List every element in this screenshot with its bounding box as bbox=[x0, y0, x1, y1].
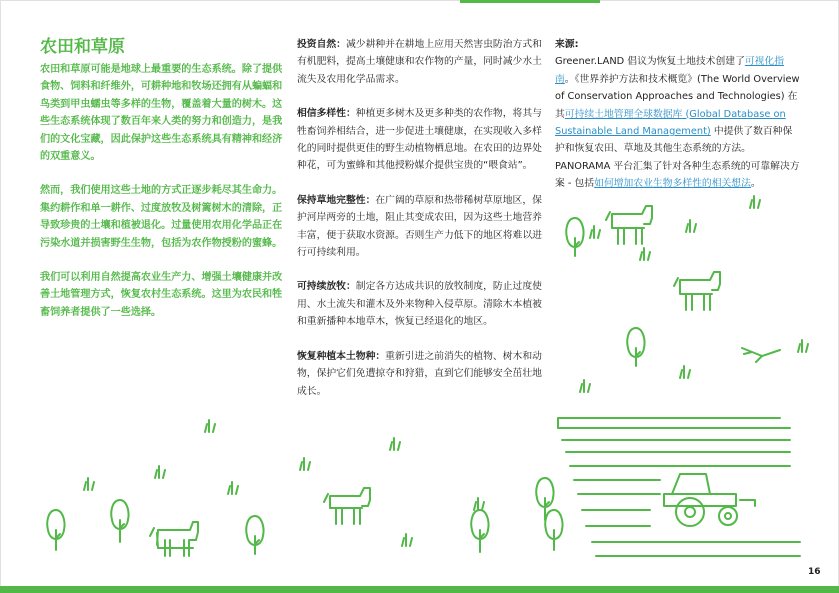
grass-icon bbox=[750, 196, 760, 208]
tree-icon bbox=[111, 500, 128, 542]
grass-icon bbox=[640, 248, 650, 260]
tree-icon bbox=[545, 510, 562, 550]
agro-biodiversity-ideas-link[interactable]: 如何增加农业生物多样性的相关想法 bbox=[594, 178, 751, 190]
page-number: 16 bbox=[808, 567, 821, 577]
grass-icon bbox=[580, 380, 590, 392]
field-rows bbox=[558, 418, 800, 556]
grass-icon bbox=[390, 438, 400, 450]
practice-text: 制定各方达成共识的放牧制度，防止过度使用、水土流失和灌木及外来物种入侵草原。清除木本植被和重新播种本地草木，恢复已经退化的地区。 bbox=[297, 281, 542, 328]
practice-term: 恢复种植本土物种： bbox=[297, 350, 386, 362]
practice-text: 在广阔的草原和热带稀树草原地区，保护河岸两旁的土地，阻止其变成农田，因为这些土地营养丰富，便于获取水资源。否则生产力低下的地区将难以进行可持续利用。 bbox=[297, 194, 542, 259]
cow-icon bbox=[606, 206, 652, 244]
practice-text: 减少耕种并在耕地上应用天然害虫防治方式和有机肥料，提高土壤健康和农作物的产量，同时减少水土流失及农用化学品需求。 bbox=[297, 39, 542, 85]
grass-icon bbox=[590, 226, 600, 238]
solution-paragraph: 我们可以利用自然提高农业生产力、增强土壤健康并改善土地管理方式，恢复农村生态系统。这里为农民和牲畜饲养者提供了一些选择。 bbox=[40, 272, 283, 318]
practice-text: 重新引进之前消失的植物、树木和动物，保护它们免遭掠夺和狩猎，直到它们能够安全茁壮地成长。 bbox=[297, 350, 542, 397]
tree-icon bbox=[536, 478, 553, 520]
cow-icon bbox=[674, 272, 720, 310]
cow-icon bbox=[150, 522, 198, 556]
grass-icon bbox=[205, 420, 215, 432]
grass-icon bbox=[474, 498, 484, 510]
tractor-icon bbox=[664, 474, 755, 526]
sustainable-land-database-link[interactable]: 可持续土地管理全球数据库 (Global Database on Sustainable Land Management) bbox=[555, 108, 786, 138]
source-text-2: 。《世界养护方法和技术概览》(The World Overview of Conservation Approaches and Technologies) 在其 bbox=[555, 73, 800, 120]
practice-text: 种植更多树木及更多种类的农作物，将其与牲畜饲养相结合，进一步促进土壤健康，在实现收入多样化的同时提供更佳的野生动植物栖息地。在农田的边界处种花，可为蜜蜂和其他授粉媒介提供宝贵的“喂食站”。 bbox=[297, 108, 542, 172]
practice-term: 可持续放牧： bbox=[297, 281, 356, 293]
source-text-3: 中提供了数百种保护和恢复农田、草地及其他生态系统的方法。PANORAMA 平台汇集了针对各种生态系统的可靠解决方案 - 包括 bbox=[555, 126, 800, 190]
grass-icon bbox=[402, 534, 412, 546]
grass-icon bbox=[798, 340, 808, 352]
tree-icon bbox=[246, 516, 263, 554]
tree-icon bbox=[471, 510, 488, 552]
tree-icon bbox=[47, 510, 64, 550]
source-label: 来源: bbox=[555, 39, 579, 50]
grass-icon bbox=[155, 466, 165, 478]
grass-icon bbox=[680, 366, 690, 378]
grass-icon bbox=[300, 458, 310, 470]
practice-term: 相信多样性： bbox=[297, 108, 356, 120]
cow-icon bbox=[324, 488, 370, 524]
tree-icon bbox=[566, 218, 583, 256]
source-text-1: Greener.LAND 倡议为恢复土地技术创建了 bbox=[555, 56, 745, 68]
bottom-accent-bar bbox=[0, 586, 839, 593]
tree-icon bbox=[627, 328, 644, 366]
practice-term: 保持草地完整性： bbox=[297, 194, 376, 206]
practice-term: 投资自然： bbox=[297, 39, 346, 50]
grass-icon bbox=[84, 478, 94, 490]
grass-icon bbox=[686, 220, 696, 232]
visual-guide-link[interactable]: 可视化指南 bbox=[555, 56, 785, 85]
problem-paragraph: 然而，我们使用这些土地的方式正逐步耗尽其生命力。集约耕作和单一耕作、过度放牧及树篱树木的清除，正导致珍贵的土壤和植被退化。过量使用农用化学品正在污染水道并损害野生生物，包括为农作物授粉的蜜蜂。 bbox=[40, 185, 283, 249]
grass-icon bbox=[228, 482, 238, 494]
section-title: 农田和草原 bbox=[40, 37, 125, 57]
intro-paragraph: 农田和草原可能是地球上最重要的生态系统。除了提供食物、饲料和纤维外，可耕种地和牧场还拥有从蝙蝠和鸟类到甲虫蠕虫等多样的生物，覆盖着大量的树木。这些生态系统体现了数百年来人类的努力和创造力，是我们的文化宝藏，因此保护这些生态系统具有精神和经济的双重意义。 bbox=[40, 64, 283, 163]
bird-icon bbox=[742, 348, 780, 362]
source-text-4: 。 bbox=[750, 178, 761, 190]
